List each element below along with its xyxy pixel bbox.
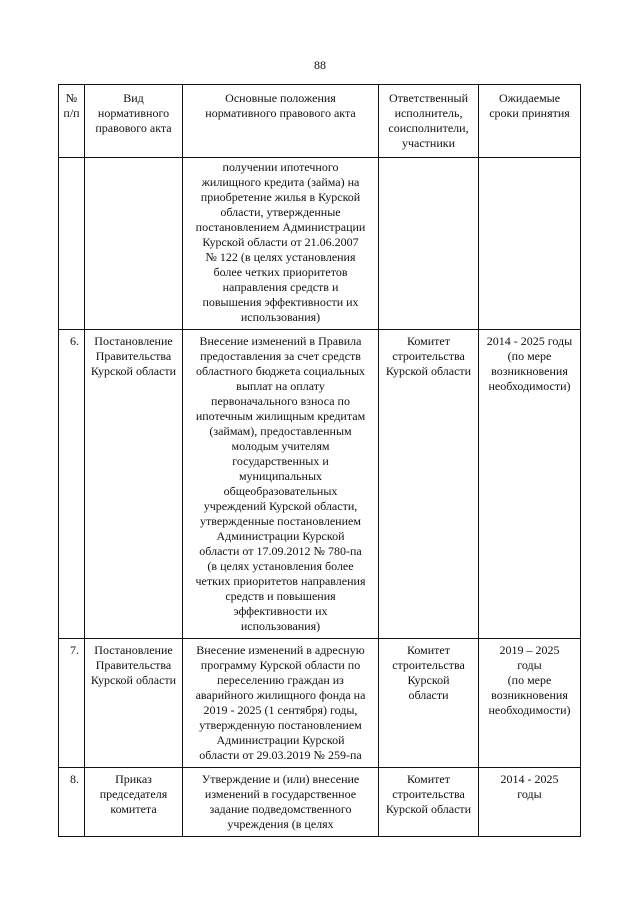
row-act-type-line: комитета [110,802,157,816]
row-terms-line: (по мере [507,349,552,363]
row-act-type-line: Приказ [115,772,152,786]
row-main-provisions-line: областного бюджета социальных [195,364,366,378]
row-main-provisions-line: Администрации Курской [216,733,345,747]
row-act-type-line: Постановление [94,334,173,348]
header-number [59,85,85,158]
row-terms-line: годы [517,658,542,672]
row-main-provisions-line: Внесение изменений в Правила [199,334,362,348]
row-main-provisions-line: использования) [240,310,321,324]
row-main-provisions [183,158,379,330]
row-terms-line: 2014 - 2025 [500,772,559,786]
row-executor-line: Комитет [406,643,450,657]
row-number: 6. [59,330,85,639]
row-main-provisions-line: эффективности их [233,604,328,618]
row-executor [379,639,479,768]
header-act-type-line: нормативного [97,106,170,120]
row-number: 8. [59,768,85,837]
row-executor [379,768,479,837]
header-executor-line: исполнитель, [394,106,463,120]
row-executor-line: Комитет [406,772,450,786]
row-terms-line: (по мере [507,673,552,687]
row-executor-line: Курской [407,673,450,687]
table-header-row [59,85,581,158]
row-terms-line: необходимости) [488,379,571,393]
row-executor [379,330,479,639]
row-number [59,158,85,330]
row-main-provisions-line: четких приоритетов направления [195,574,366,588]
header-executor-line: Ответственный [388,91,469,105]
row-main-provisions-line: Курской области от 21.06.2007 [202,235,359,249]
row-main-provisions-line: задание подведомственного [209,802,352,816]
normative-acts-table [58,84,581,837]
row-terms-line: 2014 - 2025 годы [486,334,573,348]
header-terms [479,85,581,158]
row-main-provisions-line: программу Курской области по [200,658,361,672]
row-main-provisions-line: жилищного кредита (займа) на [201,175,360,189]
row-terms [479,768,581,837]
row-act-type-line: Правительства [95,658,172,672]
row-act-type-line: Курской области [90,673,177,687]
table-row [59,768,581,837]
row-main-provisions-line: более четких приоритетов [213,265,348,279]
row-main-provisions-line: приобретение жилья в Курской [200,190,361,204]
header-number-line: № [65,91,78,105]
table-row [59,158,581,330]
row-main-provisions-line: (займам), предоставленным [209,424,352,438]
row-terms-line: 2019 – 2025 [499,643,560,657]
row-act-type [85,330,183,639]
row-main-provisions-line: молодым учителям [231,439,330,453]
table-row [59,639,581,768]
header-terms-line: Ожидаемые [498,91,561,105]
row-main-provisions-line: общеобразовательных [223,484,338,498]
row-act-type [85,158,183,330]
row-main-provisions-line: утвержденные постановлением [200,514,361,528]
row-main-provisions [183,639,379,768]
row-main-provisions-line: области, утвержденные [220,205,341,219]
row-main-provisions-line: учреждений Курской области, [203,499,358,513]
row-executor-line: Курской области [385,802,472,816]
row-main-provisions-line: области от 29.03.2019 № 259-па [199,748,362,762]
row-executor-line: строительства [392,787,465,801]
row-main-provisions-line: выплат на оплату [236,379,325,393]
row-main-provisions-line: ипотечным жилищным кредитам [195,409,366,423]
row-act-type [85,639,183,768]
header-executor [379,85,479,158]
row-main-provisions-line: (в целях установления более [207,559,354,573]
row-terms [479,330,581,639]
row-main-provisions-line: Утверждение и (или) внесение [201,772,360,786]
row-terms-line: возникновения [491,688,568,702]
row-act-type [85,768,183,837]
row-executor-line: Курской области [385,364,472,378]
row-act-type-line: председателя [99,787,168,801]
row-main-provisions-line: 2019 - 2025 (1 сентября) годы, [203,703,358,717]
header-main-provisions-line: нормативного правового акта [205,106,356,120]
row-executor-line: области [408,688,449,702]
row-main-provisions-line: № 122 (в целях установления [205,250,356,264]
row-executor [379,158,479,330]
header-act-type [85,85,183,158]
row-main-provisions-line: предоставления за счет средств [200,349,361,363]
row-executor-line: Комитет [406,334,450,348]
row-terms [479,639,581,768]
row-main-provisions-line: Администрации Курской [216,529,345,543]
row-main-provisions-line: учреждения (в целях [227,817,334,831]
row-main-provisions-line: аварийного жилищного фонда на [195,688,366,702]
header-main-provisions [183,85,379,158]
row-main-provisions [183,768,379,837]
row-main-provisions-line: использования) [240,619,321,633]
row-terms-line: годы [517,787,542,801]
row-main-provisions-line: постановлением Администрации [195,220,366,234]
row-main-provisions-line: первоначального взноса по [211,394,350,408]
table-row [59,330,581,639]
page-number: 88 [314,58,326,72]
row-main-provisions-line: изменений в государственное [204,787,357,801]
table-body [59,158,581,837]
row-terms-line: необходимости) [488,703,571,717]
row-act-type-line: Постановление [94,643,173,657]
row-main-provisions-line: Внесение изменений в адресную [196,643,365,657]
row-terms [479,158,581,330]
header-executor-line: участники [401,136,456,150]
row-main-provisions-line: повышения эффективности их [202,295,359,309]
row-main-provisions [183,330,379,639]
row-main-provisions-line: муниципальных [238,469,323,483]
header-executor-line: соисполнители, [388,121,469,135]
row-number: 7. [59,639,85,768]
row-act-type-line: Правительства [95,349,172,363]
header-terms-line: сроки принятия [489,106,570,120]
row-executor-line: строительства [392,658,465,672]
row-main-provisions-line: области от 17.09.2012 № 780-па [199,544,362,558]
row-main-provisions-line: утвержденную постановлением [199,718,362,732]
header-main-provisions-line: Основные положения [225,91,336,105]
row-main-provisions-line: государственных и [232,454,329,468]
row-act-type-line: Курской области [90,364,177,378]
row-terms-line: возникновения [491,364,568,378]
row-main-provisions-line: средств и повышения [225,589,336,603]
row-main-provisions-line: переселению граждан из [217,673,344,687]
row-main-provisions-line: направления средств и [222,280,339,294]
header-act-type-line: Вид [123,91,144,105]
header-number-line: п/п [63,106,80,120]
row-executor-line: строительства [392,349,465,363]
row-main-provisions-line: получении ипотечного [222,160,339,174]
header-act-type-line: правового акта [95,121,172,135]
